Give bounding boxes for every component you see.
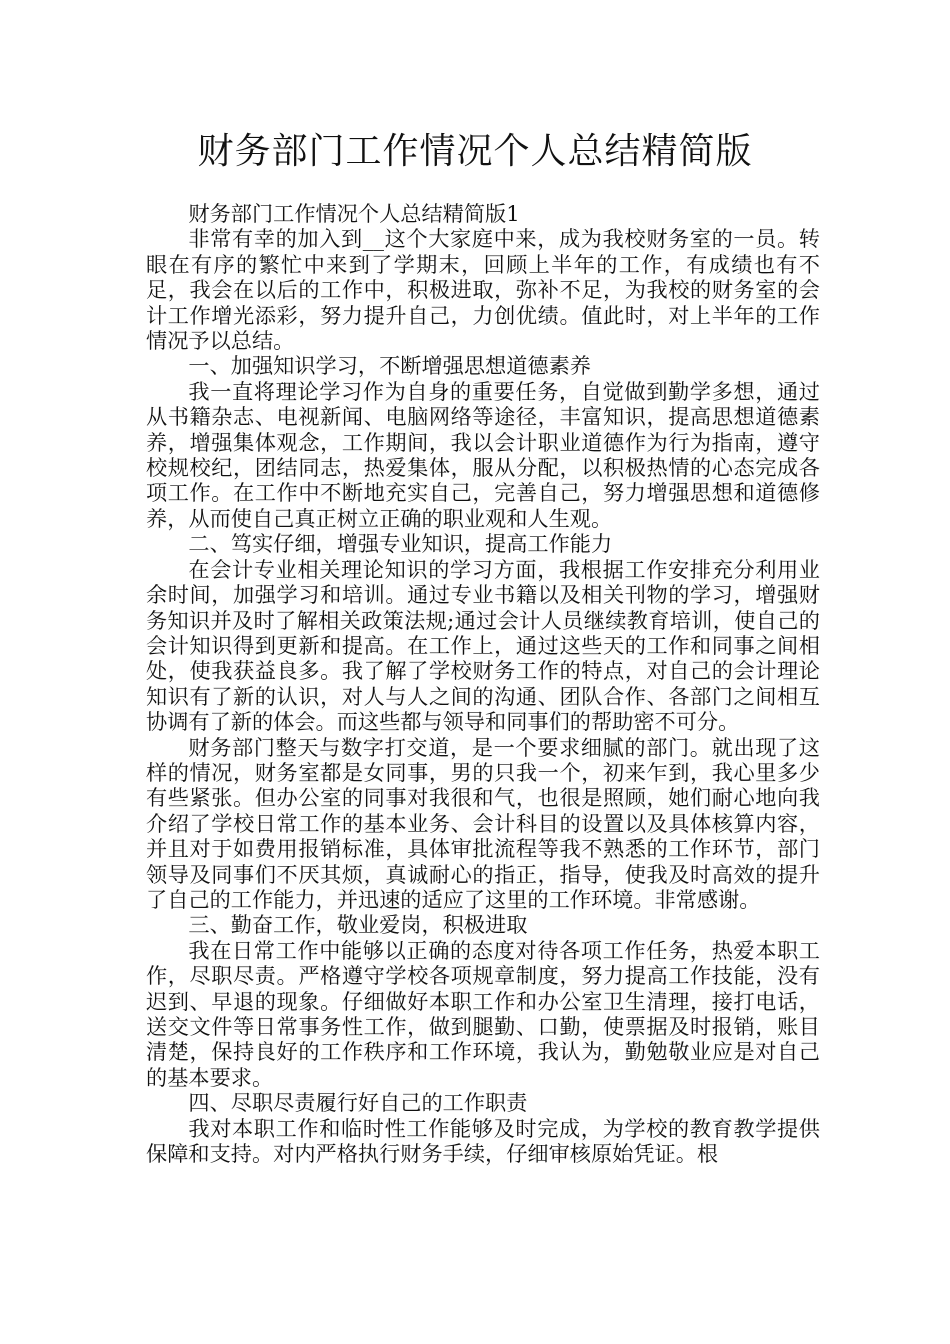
document-title: 财务部门工作情况个人总结精简版: [197, 131, 753, 172]
document-body: [146, 201, 820, 1166]
document-subtitle: 财务部门工作情况个人总结精简版1: [188, 201, 520, 226]
section-heading-3: 三、勤奋工作，敬业爱岗，积极进取: [188, 912, 528, 938]
section-heading-2: 二、笃实仔细，增强专业知识，提高工作能力: [188, 531, 613, 557]
section-heading-1: 一、加强知识学习，不断增强思想道德素养: [188, 353, 591, 379]
intro-paragraph: 非常有幸的加入到__这个大家庭中来，成为我校财务室的一员。转眼在有序的繁忙中来到了学期末，回顾上半年的工作，有成绩也有不足，我会在以后的工作中，积极进取，弥补不足，为我校的财务室的会计工作增光添彩，努力提升自己，力创优绩。值此时，对上半年的工作情况予以总结。: [146, 226, 820, 354]
section-heading-4: 四、尽职尽责履行好自己的工作职责: [188, 1090, 528, 1116]
section-2-paragraph-2: 财务部门整天与数字打交道，是一个要求细腻的部门。就出现了这样的情况，财务室都是女同事，男的只我一个，初来乍到，我心里多少有些紧张。但办公室的同事对我很和气，也很是照顾，她们耐心地向我介绍了学校日常工作的基本业务、会计科目的设置以及具体核算内容，并且对于如费用报销标准，具体审批流程等我不熟悉的工作环节，部门领导及同事们不厌其烦，真诚耐心的指正，指导，使我及时高效的提升了自己的工作能力，并迅速的适应了这里的工作环境。非常感谢。: [146, 734, 820, 912]
section-3-paragraph: 我在日常工作中能够以正确的态度对待各项工作任务，热爱本职工作，尽职尽责。严格遵守学校各项规章制度，努力提高工作技能，没有迟到、早退的现象。仔细做好本职工作和办公室卫生清理，接打电话，送交文件等日常事务性工作，做到腿勤、口勤，使票据及时报销，账目清楚，保持良好的工作秩序和工作环境，我认为，勤勉敬业应是对自己的基本要求。: [146, 937, 820, 1090]
section-2-paragraph-1: 在会计专业相关理论知识的学习方面，我根据工作安排充分利用业余时间，加强学习和培训。通过专业书籍以及相关刊物的学习，增强财务知识并及时了解相关政策法规;通过会计人员继续教育培训，使自己的会计知识得到更新和提高。在工作上，通过这些天的工作和同事之间相处，使我获益良多。我了解了学校财务工作的特点，对自己的会计理论知识有了新的认识，对人与人之间的沟通、团队合作、各部门之间相互协调有了新的体会。而这些都与领导和同事们的帮助密不可分。: [146, 556, 820, 735]
section-1-paragraph: 我一直将理论学习作为自身的重要任务，自觉做到勤学多想，通过从书籍杂志、电视新闻、电脑网络等途径，丰富知识，提高思想道德素养，增强集体观念，工作期间，我以会计职业道德作为行为指南，遵守校规校纪，团结同志，热爱集体，服从分配，以积极热情的心态完成各项工作。在工作中不断地充实自己，完善自己，努力增强思想和道德修养，从而使自己真正树立正确的职业观和人生观。: [146, 378, 820, 531]
section-4-paragraph: 我对本职工作和临时性工作能够及时完成，为学校的教育教学提供保障和支持。对内严格执行财务手续，仔细审核原始凭证。根: [146, 1115, 820, 1167]
